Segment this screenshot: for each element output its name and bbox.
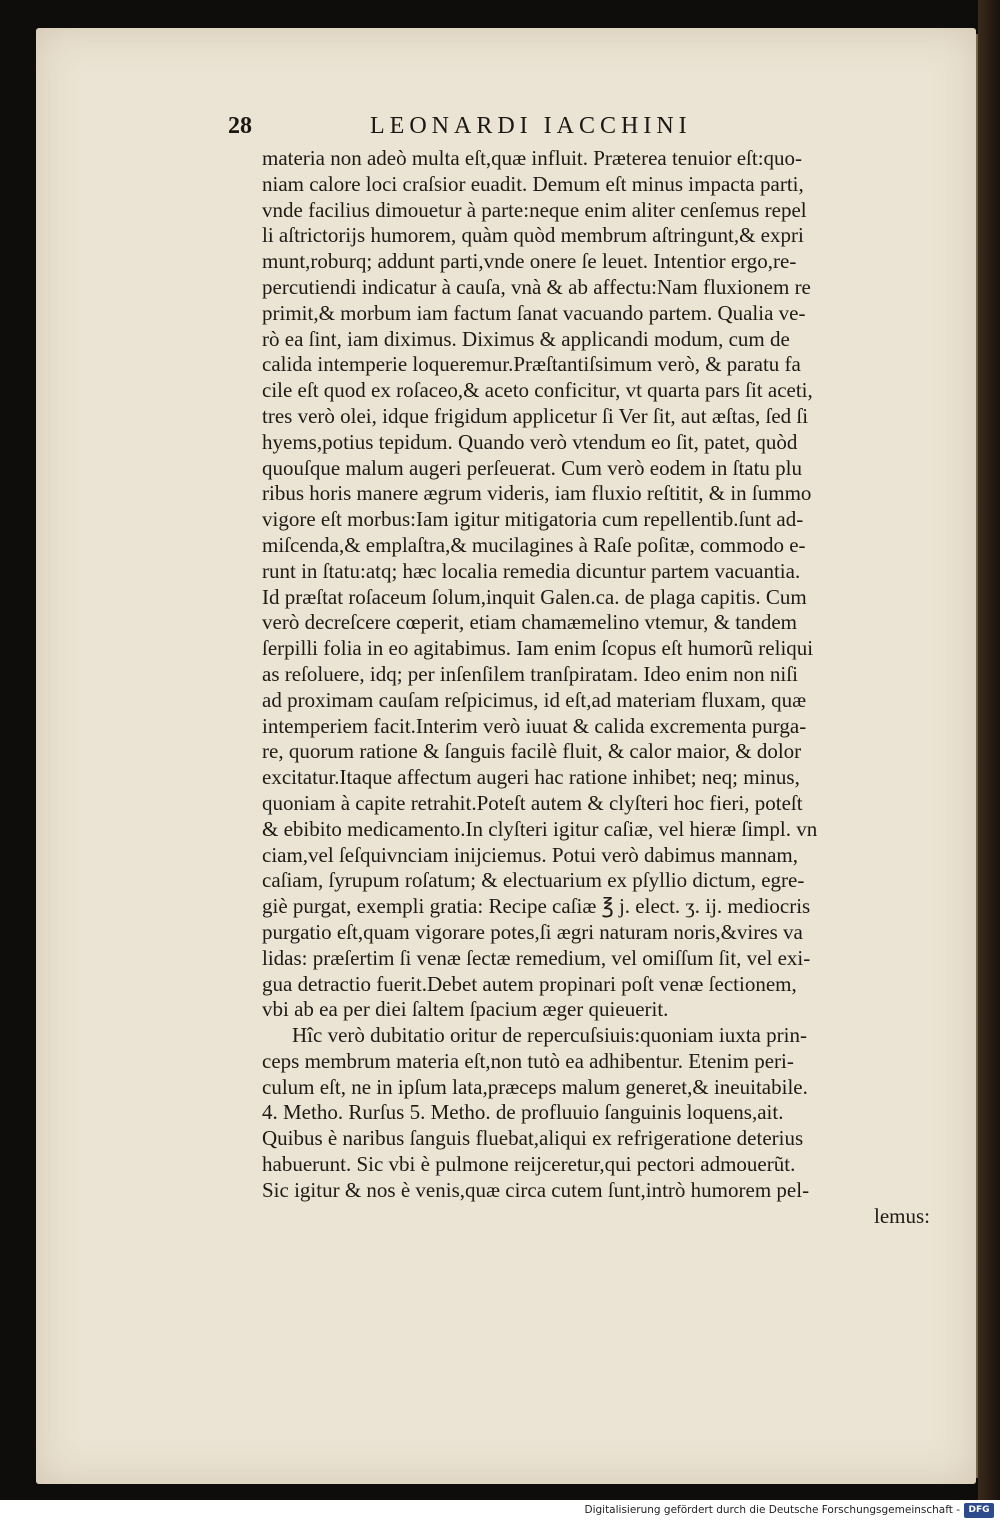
text-line: ciam,vel ſeſquivnciam inijciemus. Potui verò dabimus mannam, [262,842,798,867]
text-line: gua detractio fuerit.Debet autem propinari poſt venæ ſectionem, [262,971,797,996]
text-line: cile eſt quod ex roſaceo,& aceto conficitur, vt quarta pars ſit aceti, [262,378,813,403]
page-number: 28 [228,112,252,139]
text-line: rò ea ſint, iam diximus. Diximus & applicandi modum, cum de [262,326,790,351]
text-line: lemus: [874,1203,930,1228]
text-line: tres verò olei, idque frigidum applicetur ſi Ver ſit, aut æſtas, ſed ſi [262,403,809,428]
text-line: Quibus è naribus ſanguis fluebat,aliqui ex refrigeratione deterius [262,1126,804,1151]
text-line: ceps membrum materia eſt,non tutò ea adhibentur. Etenim peri- [262,1048,794,1073]
text-line: ſerpilli folia in eo agitabimus. Iam enim ſcopus eſt humorũ reliqui [262,636,814,661]
text-line: Id præſtat roſaceum ſolum,inquit Galen.ca. de plaga capitis. Cum [262,584,807,609]
running-title: LEONARDI IACCHINI [370,112,692,139]
text-line: lidas: præſertim ſi venæ ſectæ remedium, vel omiſſum ſit, vel exi- [262,945,811,970]
book-spine [978,0,1000,1500]
body-text [262,146,942,1229]
text-line: primit,& morbum iam factum ſanat vacuando partem. Qualia ve- [262,300,806,325]
text-line: Sic igitur & nos è venis,quæ circa cutem ſunt,intrò humorem pel- [262,1177,810,1202]
text-line: calida intemperie loqueremur.Præſtantiſsimum verò, & paratu fa [262,352,801,377]
text-line: purgatio eſt,quam vigorare potes,ſi ægri naturam noris,&vires va [262,919,803,944]
text-line: giè purgat, exempli gratia: Recipe caſiæ ℥ j. elect. ʒ. ij. mediocris [262,894,811,919]
text-line: verò decreſcere cœperit, etiam chamæmelino vtemur, & tandem [262,610,798,635]
running-head [228,108,808,144]
text-line: percutiendi indicatur à cauſa, vnà & ab affectu:Nam fluxionem re [262,274,811,299]
text-line: munt,roburq; addunt parti,vnde onere ſe leuet. Intentior ergo,re- [262,249,797,274]
text-line: excitatur.Itaque affectum augeri hac ratione inhibet; neq; minus, [262,765,800,790]
text-line: habuerunt. Sic vbi è pulmone reijceretur,qui pectori admouerũt. [262,1152,796,1177]
footer-bar [0,1500,1000,1523]
text-line: vnde facilius dimouetur à parte:neque enim aliter cenſemus repel [262,197,807,222]
text-line: li aſtrictorijs humorem, quàm quòd membrum aſtringunt,& expri [262,223,804,248]
text-line: ribus horis manere ægrum videris, iam fluxio reſtitit, & in ſummo [262,481,812,506]
text-line: miſcenda,& emplaſtra,& mucilagines à Raſe poſitæ, commodo e- [262,532,806,557]
text-line: caſiam, ſyrupum roſatum; & electuarium ex pſyllio dictum, egre- [262,868,805,893]
text-line: culum eſt, ne in ipſum lata,præceps malum generet,& ineuitabile. [262,1074,808,1099]
text-line: intemperiem facit.Interim verò iuuat & calida excrementa purga- [262,713,807,738]
text-line: quouſque malum augeri perſeuerat. Cum verò eodem in ſtatu plu [262,455,803,480]
text-line: ad proximam cauſam reſpicimus, id eſt,ad materiam fluxam, quæ [262,687,807,712]
text-line: quoniam à capite retrahit.Poteſt autem & clyſteri hoc fieri, poteſt [262,790,803,815]
text-line: & ebibito medicamento.In clyſteri igitur caſiæ, vel hieræ ſimpl. vn [262,816,818,841]
text-line: re, quorum ratione & ſanguis facilè fluit, & calor maior, & dolor [262,739,802,764]
dfg-logo-icon: DFG [964,1503,994,1518]
text-line: hyems,potius tepidum. Quando verò vtendum eo ſit, patet, quòd [262,429,798,454]
text-line: materia non adeò multa eſt,quæ influit. Præterea tenuior eſt:quo- [262,146,803,170]
text-line: vbi ab ea per diei ſaltem ſpacium æger quieuerit. [262,997,669,1022]
text-line: vigore eſt morbus:Iam igitur mitigatoria cum repellentib.ſunt ad- [262,507,804,532]
text-line: as reſoluere, idq; per inſenſilem tranſpiratam. Ideo enim non niſi [262,661,798,686]
funding-credit: Digitalisierung gefördert durch die Deutsche Forschungsgemeinschaft - [584,1504,960,1516]
text-line: runt in ſtatu:atq; hæc localia remedia dicuntur partem vacuantia. [262,558,801,583]
text-line: Hîc verò dubitatio oritur de repercuſsiuis:quoniam iuxta prin- [292,1023,807,1048]
text-line: niam calore loci craſsior euadit. Demum eſt minus impacta parti, [262,171,804,196]
text-line: 4. Metho. Rurſus 5. Metho. de profluuio ſanguinis loquens,ait. [262,1100,784,1125]
